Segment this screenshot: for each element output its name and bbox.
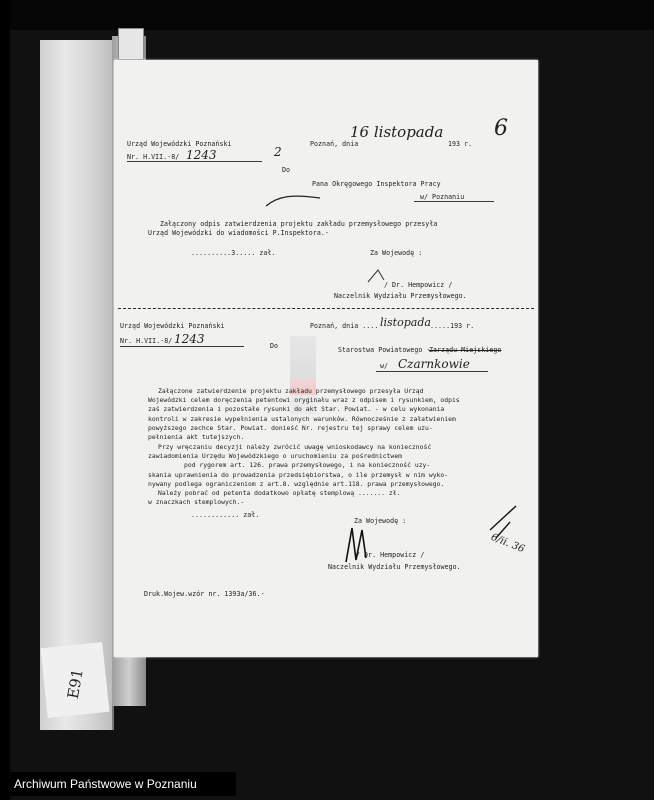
reference-underline [127,161,262,162]
recipient-2-struck: Zarządu Miejskiego [429,346,502,354]
za-wojewode-label-2: Za Wojewodę : [354,517,407,525]
p2-line: pod rygorem art. 126. prawa przemysłowego, i na konieczność uzy- [184,461,431,470]
reference-underline-2 [120,346,244,347]
signer-name-2: / Dr. Hempowicz / [356,551,425,559]
recipient-line-2: w/ Poznaniu [420,193,465,201]
office-name-2: Urząd Wojewódzki Poznański [120,322,225,330]
document-page [114,60,538,657]
top-body-line-2: Urząd Wojewódzki do wiadomości P.Inspektora.- [148,229,329,237]
p2-line: zawiadomienia Urzędu Wojewódzkiego o uruchomieniu za pośrednictwem [148,452,402,461]
signature-initials [338,522,378,566]
scan-border [0,0,654,30]
p1-line: Wojewódzki celem doręczenia petentowi oryginału wraz z odpisem i rysunkiem, odpis [148,396,460,405]
reference-number-2: 1243 [174,332,205,346]
p2-line: Należy pobrać od petenta dodatkowo opłatę stemplową ....... zł. [158,489,401,498]
p2-line: Przy wręczaniu decyzji należy zwrócić uwagę wnioskodawcy na konieczność [158,443,432,451]
binding-strip [40,40,114,730]
office-name: Urząd Wojewódzki Poznański [127,140,232,148]
top-body-line-1: Załączony odpis zatwierdzenia projektu zakładu przemysłowego przesyła [160,220,438,228]
tear-line [118,308,534,309]
numeral-mark: 2 [274,145,282,159]
city-date-label-2: Poznań, dnia .... [310,322,379,330]
strip-label-text: E91 [63,667,87,701]
year-label: 193 r. [448,140,473,148]
attachments-count: ..........3..... zał. [191,249,276,257]
recipient-underline [414,201,494,202]
recipient-line-1: Pana Okręgowego Inspektora Pracy [312,180,441,188]
recipient-2-line-2: w/ [380,362,389,370]
do-label: Do [282,166,291,174]
city-date-label: Poznań, dnia [310,140,359,148]
attachments-count-2: ............ zał. [191,511,260,519]
signature-stroke [364,266,394,286]
margin-note: 6/ii. 36 [489,531,526,556]
do-label-2: Do [270,342,279,350]
recipient-2-line-1: Starostwa Powiatowego - [338,346,431,354]
body-paragraph-2 [148,443,448,507]
recipient-2-city: Czarnkowie [398,357,470,371]
year-label-2: .....193 r. [430,322,475,330]
p2-line: skania uprawnienia do prowadzenia przedsiębiorstwa, o ile przemysł w nim wyko- [148,470,449,479]
print-form-note: Druk.Wojew.wzór nr. 1393a/36.- [144,590,265,598]
p1-line: kontroli w zakresie wypełnienia ustalonych warunków. Równocześnie z załatwieniem [148,414,456,423]
signer-title-2: Naczelnik Wydziału Przemysłowego. [328,563,461,571]
handwritten-date-2: listopada [380,316,431,329]
scan-edge [0,0,10,800]
reference-number: 1243 [186,148,217,162]
p2-line: w znaczkach stemplowych.- [148,498,245,507]
paper-clip [118,28,144,60]
p1-line: zaś zatwierdzenia i pozostałe rysunki do akt Star. Powiat. - w celu wykonania [148,405,445,414]
signer-name: / Dr. Hempowicz / [384,281,453,289]
checkmark-scribble [264,192,324,210]
page-number: 6 [494,116,508,141]
za-wojewode-label: Za Wojewodę : [370,249,423,257]
reference-prefix: Nr. H.VII.-8/ [127,153,180,161]
recipient-2-underline [376,371,488,372]
p1-line: pełnienia akt tutejszych. [148,433,245,442]
p1-line: Załączone zatwierdzenie projektu zakładu przemysłowego przesyła Urząd [158,387,424,395]
p1-line: powyższego zechce Star. Powiat. donieść Nr. rejestru tej sprawy celem uzu- [148,423,433,432]
archive-label: Archiwum Państwowe w Poznaniu [6,772,236,796]
handwritten-date: 16 listopada [350,123,444,141]
signer-title: Naczelnik Wydziału Przemysłowego. [334,292,467,300]
p2-line: nywany podlega ograniczeniom z art.8. względnie art.118. prawa przemysłowego. [148,479,445,488]
body-paragraph-1 [148,387,460,442]
reference-prefix-2: Nr. H.VII.-8/ [120,337,173,345]
